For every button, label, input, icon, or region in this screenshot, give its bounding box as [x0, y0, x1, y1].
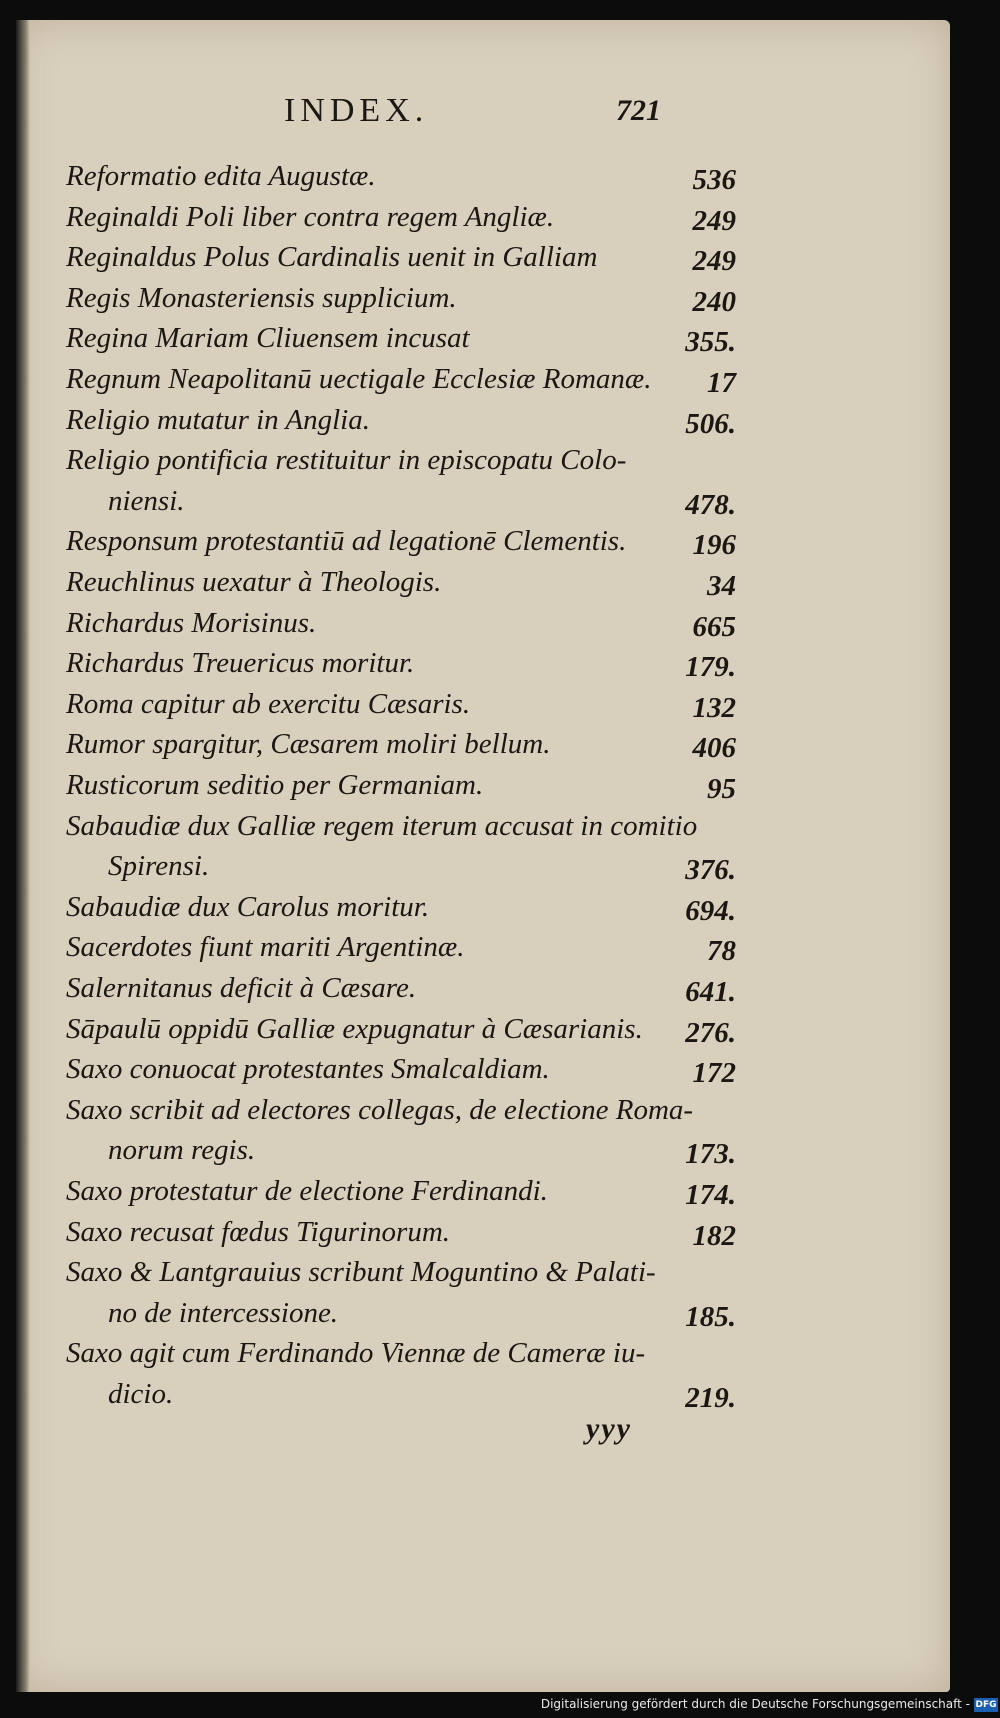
index-entry-page: 665	[692, 610, 736, 643]
index-entry-page: 406	[692, 732, 736, 765]
index-entry-text: Saxo protestatur de electione Ferdinandi.	[66, 1175, 548, 1207]
index-entry-text: niensi.	[108, 484, 185, 517]
index-entry	[46, 1094, 736, 1132]
page-title: INDEX.	[284, 92, 429, 129]
index-entry-page: 173.	[685, 1138, 736, 1171]
index-entry	[46, 607, 736, 645]
index-entry-text: Responsum protestantiū ad legationē Clementis.	[66, 525, 627, 558]
index-entry-text: Saxo agit cum Ferdinando Viennæ de Cameræ iu-	[66, 1337, 646, 1370]
index-entry	[46, 404, 736, 442]
index-entry	[46, 891, 736, 929]
index-entry-text: Sacerdotes fiunt mariti Argentinæ.	[66, 931, 465, 964]
index-entry-text: Richardus Treuericus moritur.	[66, 647, 415, 680]
index-entry-page: 17	[707, 367, 736, 399]
index-entry-text: Rumor spargitur, Cæsarem moliri bellum.	[66, 728, 551, 761]
index-entry-text: Sāpaulū oppidū Galliæ expugnatur à Cæsarianis.	[66, 1012, 643, 1045]
index-entry-text: Richardus Morisinus.	[66, 606, 317, 639]
page-header	[16, 92, 950, 132]
funding-credit: Digitalisierung gefördert durch die Deutsche Forschungsgemeinschaft -	[540, 1697, 970, 1711]
catchword: yyy	[586, 1412, 632, 1445]
index-entry-text: Saxo & Lantgrauius scribunt Moguntino & Palati-	[66, 1256, 656, 1289]
index-entry-text: Religio mutatur in Anglia.	[66, 403, 370, 436]
index-entry-text: Saxo conuocat protestantes Smalcaldiam.	[66, 1053, 550, 1086]
index-entry-text: Religio pontificia restituitur in episcopatu Colo-	[66, 444, 627, 477]
index-entry-text: Reginaldus Polus Cardinalis uenit in Galliam	[66, 241, 598, 274]
index-entry-text: Saxo scribit ad electores collegas, de electione Roma-	[66, 1093, 694, 1126]
index-entry	[46, 566, 736, 604]
index-entry	[46, 1378, 736, 1416]
index-entry-page: 536	[692, 164, 736, 196]
index-entry	[46, 160, 736, 198]
index-entry-text: Saxo recusat fœdus Tigurinorum.	[66, 1215, 451, 1248]
index-entry-text: norum regis.	[108, 1134, 256, 1167]
index-entry-text: Regina Mariam Cliuensem incusat	[66, 322, 470, 355]
index-entry	[46, 1134, 736, 1172]
index-entry-page: 132	[692, 691, 736, 724]
index-entry-page: 641.	[685, 976, 736, 1008]
index-entry-text: Rusticorum seditio per Germaniam.	[66, 769, 484, 801]
index-entry-page: 478.	[685, 488, 736, 521]
index-entry-page: 185.	[685, 1300, 736, 1333]
index-entry	[46, 810, 736, 848]
index-entry	[46, 1297, 736, 1335]
index-entry	[46, 1053, 736, 1091]
index-entry-page: 174.	[685, 1179, 736, 1211]
index-entry-page: 249	[692, 245, 736, 278]
index-entry-page: 78	[707, 935, 736, 968]
index-entry-page: 34	[707, 570, 736, 602]
index-entry-page: 219.	[685, 1382, 736, 1414]
index-entry	[46, 322, 736, 360]
index-entry-page: 172	[692, 1057, 736, 1090]
index-entry	[46, 444, 736, 482]
index-entry-text: Regnum Neapolitanū uectigale Ecclesiæ Romanæ.	[66, 363, 652, 395]
index-entry-text: Sabaudiæ dux Galliæ regem iterum accusat in comitio	[66, 809, 698, 842]
index-entry	[46, 1175, 736, 1213]
index-entry	[46, 485, 736, 523]
index-entry	[46, 647, 736, 685]
index-entry-text: Reformatio edita Augustæ.	[66, 160, 376, 192]
index-entry	[46, 241, 736, 279]
index-entry-page: 240	[692, 285, 736, 318]
index-entry	[46, 972, 736, 1010]
index-entry	[46, 525, 736, 563]
index-entry	[46, 769, 736, 807]
index-entry-page: 355.	[685, 326, 736, 359]
index-entry-text: Sabaudiæ dux Carolus moritur.	[66, 890, 430, 923]
index-entry	[46, 201, 736, 239]
index-entry-text: Roma capitur ab exercitu Cæsaris.	[66, 687, 471, 720]
index-entry	[46, 688, 736, 726]
index-entry	[46, 1013, 736, 1051]
index-entry-page: 694.	[685, 894, 736, 927]
index-entry-page: 196	[692, 529, 736, 562]
index-entry-text: Reuchlinus uexatur à Theologis.	[66, 566, 442, 598]
index-entry-text: Regis Monasteriensis supplicium.	[66, 281, 457, 314]
index-entry-text: dicio.	[108, 1378, 174, 1410]
dfg-logo: DFG	[975, 1700, 997, 1710]
index-entry	[46, 1256, 736, 1294]
index-entry-page: 182	[692, 1219, 736, 1252]
index-entry-text: Reginaldi Poli liber contra regem Angliæ.	[66, 200, 555, 233]
index-entry-page: 95	[707, 773, 736, 805]
page-gutter	[16, 20, 30, 1692]
index-entry	[46, 850, 736, 888]
index-entry	[46, 363, 736, 401]
index-entry	[46, 282, 736, 320]
index-entry	[46, 931, 736, 969]
index-entry-page: 249	[692, 204, 736, 237]
index-entry-page: 276.	[685, 1016, 736, 1049]
index-entry-page: 376.	[685, 854, 736, 887]
index-entry	[46, 728, 736, 766]
book-page	[16, 20, 950, 1692]
index-entry-page: 179.	[685, 651, 736, 684]
index-entry-text: Salernitanus deficit à Cæsare.	[66, 972, 417, 1004]
index-entry	[46, 1216, 736, 1254]
index-entry-page: 506.	[685, 407, 736, 440]
index-entry-text: no de intercessione.	[108, 1296, 339, 1329]
digitization-footer	[0, 1694, 1000, 1718]
index-entry-text: Spirensi.	[108, 850, 210, 883]
page-number: 721	[616, 94, 661, 127]
index-entry	[46, 1337, 736, 1375]
